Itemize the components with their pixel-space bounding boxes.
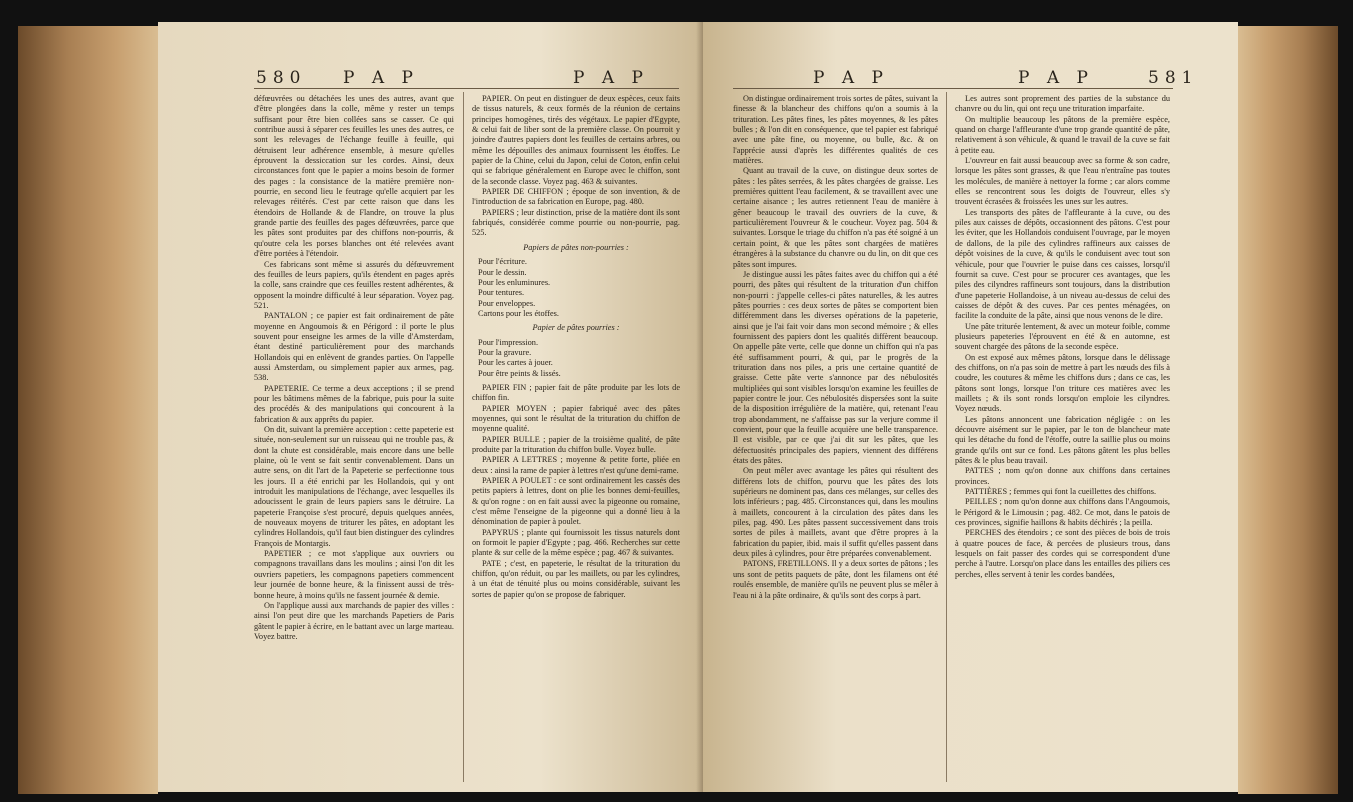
list-item: Pour le dessin.	[478, 267, 527, 277]
right-page-column-2	[955, 94, 1170, 580]
list-pourries	[478, 338, 680, 379]
header-rule-left	[254, 88, 679, 89]
running-head-left-col2: P A P	[573, 68, 649, 88]
running-head-right-col2: P A P	[1018, 68, 1094, 88]
column-2-entries-top	[472, 94, 680, 239]
paragraph: PAPIER DE CHIFFON ; époque de son invention, & de l'introduction de sa fabrication en Europe, pag. 480.	[472, 187, 680, 207]
paragraph: PEILLES ; nom qu'on donne aux chiffons dans l'Angoumois, le Périgord & le Limousin ; pag. 482. Ce mot, dans le patois de ces provinces, signifie haillons & habits déchirés ; la peilla.	[955, 497, 1170, 528]
paragraph: Les autres sont proprement des parties de la substance du chanvre ou du lin, qui ont reçu une trituration imparfaite.	[955, 94, 1170, 114]
paragraph: PAPIER A LETTRES ; moyenne & petite forte, pliée en deux : ainsi la rame de papier à lettres n'est qu'une demi-rame.	[472, 455, 680, 475]
list-title-non-pourries: Papiers de pâtes non-pourries :	[523, 242, 629, 252]
paragraph: PATE ; c'est, en papeterie, le résultat de la trituration du chiffon, qu'on réduit, ou par les maillets, ou par les cylindres, à un état de ténuité plus ou moins considérable, suivant les sortes de papier qu'on se propose de fabriquer.	[472, 558, 680, 599]
paragraph: On l'applique aussi aux marchands de papier des villes : ainsi l'on peut dire que les marchands Papetiers de Paris gâtent le papier à écrire, en le battant avec un large marteau. Voyez battre.	[254, 600, 454, 641]
page-number-right: 581	[1148, 68, 1199, 88]
list-item: Pour l'impression.	[478, 337, 539, 347]
paragraph: Une pâte triturée lentement, & avec un moteur foible, comme plusieurs papeteries l'éprouvent en été & en automne, est souvent chargée des pâtons de la seconde espèce.	[955, 321, 1170, 352]
list-non-pourries	[478, 257, 680, 319]
open-book	[18, 8, 1338, 798]
paragraph: PAPIER. On peut en distinguer de deux espèces, ceux faits de tissus naturels, & ceux formés de la réunion de certains principes homogènes, tirés des végétaux. Le papier d'Egypte, & celui fait de liber sont de la première classe. On pourroit y joindre d'autres papiers dont les feuilles de certains arbres, ou même les dépouilles des animaux fournissent les étoffes. Le papier de la Chine, celui du Japon, celui de Coton, enfin celui qui se fabrique généralement en Europe avec le chiffon, sont de la seconde classe. Voyez pag. 463 & suivantes.	[472, 94, 680, 186]
paragraph: Les transports des pâtes de l'affleurante à la cuve, ou des piles aux caisses de dépôts, occasionnent des pâtons. C'est pour les éviter, que les Hollandois conduisent l'ouvrage, par le moyen de dallons, de la pile des cylindres raffineurs aux caisses de dépôt voisines de la cuve, & qu'ils le conduisent avec tout son véhicule, pour que l'ouvrier le puise dans ces caisses, lorsqu'il fournit sa cuve. C'est pour se procurer ces avantages, que les piles des cilyndres raffineurs sont toujours, dans la distribution d'une papeterie Hollandoise, à un niveau au-dessus de celui des caisses de dépôt & des cuves. Par ces pentes ménagées, on facilite la conduite de la pâte, ainsi que nous venons de le dire.	[955, 207, 1170, 321]
column-divider-left	[463, 92, 464, 782]
paragraph: PANTALON ; ce papier est fait ordinairement de pâte moyenne en Angoumois & en Périgord : il porte le plus souvent pour enseigne les armes de la ville d'Amsterdam, étant destiné particulièrement pour des marchands Hollandois qui en enlèvent de grandes parties. On l'appelle aussi Amsterdam, ou simplement papier aux armes, pag. 538.	[254, 311, 454, 383]
paragraph: On est exposé aux mêmes pâtons, lorsque dans le délissage des chiffons, on n'a pas soin de mettre à part les nœuds des fils à coudre, les coutures & même les chiffons durs ; dans ce cas, les pâtons sont longs, lorsque l'on triture ces matières avec les maillets ; & ils sont ronds lorsqu'on emploie les cilyndres. Voyez nœuds.	[955, 352, 1170, 414]
paragraph: PAPETERIE. Ce terme a deux acceptions ; il se prend pour les bâtimens mêmes de la fabrique, puis pour la suite des procédés & des manipulations qui concourent à la fabrication & aux apprêts du papier.	[254, 383, 454, 424]
page-edges-right	[1238, 26, 1338, 794]
list-item: Pour être peints & lissés.	[478, 368, 561, 378]
paragraph: PERCHES des étendoirs ; ce sont des pièces de bois de trois à quatre pouces de face, & percées de plusieurs trous, dans lesquels on fait passer des cordes qui se correspondent d'une perche à l'autre. Lorsqu'on place dans les entailles des piliers ces perches, elles servent à tenir les cordes bandées,	[955, 528, 1170, 579]
list-title-pourries: Papier de pâtes pourries :	[532, 323, 620, 333]
right-page	[703, 22, 1238, 792]
paragraph: PAPYRUS ; plante qui fournissoit les tissus naturels dont on formoit le papier d'Egypte ; pag. 466. Recherches sur cette plante & sur celle de la même espèce ; pag. 467 & suivantes.	[472, 527, 680, 558]
paragraph: Quant au travail de la cuve, on distingue deux sortes de pâtes : les pâtes serrées, & les pâtes chargées de graisse. Les premières quittent l'eau facilement, & se travaillent avec une certaine aisance ; les autres retiennent l'eau de manière à gêner beaucoup le travail des ouvriers de la cuve, & particulièrement l'ouvreur & le coucheur. Voyez pag. 504 & suivantes. Lorsque le triage du chiffon n'a pas été soigné à un certain point, & que les pâtes sont chargées de matières étrangères à la substance du chanvre ou du lin, on dit que ces pâtes sont impures.	[733, 166, 938, 269]
paragraph: PAPIERS ; leur distinction, prise de la matière dont ils sont fabriqués, considérée comme pourrie ou non-pourrie, pag. 525.	[472, 207, 680, 238]
paragraph: PATTES ; nom qu'on donne aux chiffons dans certaines provinces.	[955, 466, 1170, 486]
right-page-column-1	[733, 94, 938, 601]
list-item: Pour les enluminures.	[478, 277, 551, 287]
paragraph: PAPETIER ; ce mot s'applique aux ouvriers ou compagnons travaillans dans les moulins ; ainsi l'on dit les ouvriers papetiers, les compagnons papetiers commencent leur journée de bonne heure, & la finissent aussi de très-bonne heure, à moins qu'ils ne fassent journée & demie.	[254, 549, 454, 600]
running-head-left-col1: P A P	[343, 68, 419, 88]
paragraph: PAPIER A POULET : ce sont ordinairement les cassés des petits papiers à lettres, dont on plie les bonnes demi-feuilles, & qu'on rogne : on en fait aussi avec la pigeonne ou romaine, c'est même l'enseigne de la pigeonne qui a donné lieu à la dénomination de papier à poulet.	[472, 476, 680, 527]
paragraph: L'ouvreur en fait aussi beaucoup avec sa forme & son cadre, lorsque les pâtes sont grasses, & que l'eau n'entraîne pas toutes les molécules, de manière à nettoyer la forme ; car alors comme elles se rencontrent sous les doigts de l'ouvreur, elles s'y trouvent écrasées & froissées les unes sur les autres.	[955, 156, 1170, 207]
list-item: Cartons pour les étoffes.	[478, 308, 559, 318]
list-item: Pour la gravure.	[478, 347, 532, 357]
paragraph: PATTIÈRES ; femmes qui font la cueillettes des chiffons.	[965, 487, 1157, 497]
column-2-entries-bottom	[472, 383, 680, 600]
paragraph: PATONS, FRETILLONS. Il y a deux sortes de pâtons ; les uns sont de petits paquets de pâte, dont les filamens ont été roulés ensemble, de manière qu'ils ne peuvent plus se mêler à l'eau ni à la pâte ordinaire, & qu'ils sont des corps à part.	[733, 559, 938, 600]
paragraph: PAPIER FIN ; papier fait de pâte produite par les lots de chiffon fin.	[472, 382, 680, 403]
page-edges-left	[18, 26, 158, 794]
left-page-column-1	[254, 94, 454, 642]
page-number-left: 580	[256, 68, 307, 88]
paragraph: Je distingue aussi les pâtes faites avec du chiffon qui a été pourri, des pâtes qui résultent de la trituration d'un chiffon non-pourri : j'appelle celles-ci pâtes naturelles, & les autres pâtes pourries : ces deux sortes de pâtes se comportent bien différemment dans les diverses opérations de la papeterie, ainsi que je l'ai fait voir dans mon second mémoire ; & elles fournissent des papiers dont les qualités diffèrent beaucoup. On appelle pâte verte, celle que donne un chiffon qui n'a pas été suffisamment pourri, & qui, par le progrès de la trituration dans nos piles, a pris une certaine quantité de graisse. Cette pâte verte s'annonce par des nébulosités multipliées qui sont visibles lorsqu'on examine les feuilles de papier contre le jour. Ces nébulosités dispersées sont la suite de la disposition irrégulière de la matière, qui, retenant l'eau trop abondamment, ne s'affaisse pas sur la verjure comme il convient, pour que la feuille acquière une belle transparence. Il est visible, par ce que j'ai dit sur les pâtes, que les défectuosités principales des papiers, viennent des différens états des pâtes.	[733, 269, 938, 466]
list-item: Pour l'écriture.	[478, 257, 527, 267]
header-rule-right	[733, 88, 1173, 89]
paragraph: Ces fabricans sont même si assurés du défœuvrement des feuilles de leurs papiers, qu'ils étendent en pages après la colle, sans craindre que ces feuilles restent adhérentes, & opposent la moindre difficulté à leur séparation. Voyez pag. 521.	[254, 259, 454, 310]
paragraph: Les pâtons annoncent une fabrication négligée : on les découvre aisément sur le papier, par le ton de blancheur mate qui les détache du fond de l'étoffe, outre la saillie plus ou moins grande qu'ils ont sur ce fond. Les pâtons gâtent les plus belles pâtes & le plus beau travail.	[955, 414, 1170, 466]
list-item: Pour tentures.	[478, 288, 525, 298]
paragraph: PAPIER MOYEN ; papier fabriqué avec des pâtes moyennes, qui sont le résultat de la trituration du chiffon de moyenne qualité.	[472, 403, 680, 434]
left-page	[158, 22, 703, 792]
column-divider-right	[946, 92, 947, 782]
paragraph: On peut mêler avec avantage les pâtes qui résultent des différens lots de chiffon, pourvu que les pâtes des lots supérieurs ne dominent pas, dans ces mélanges, sur celles des lots inférieurs ; pag. 485. Circonstances qui, dans les moulins à maillets, concourent à la circulation des pâtes dans les piles, pag. 490. Les pâtes passent successivement dans trois sortes de piles à maillets, avant que d'être propres à la fabrication du papier, ibid. mais il suffit qu'elles passent dans deux piles à cylindres, pour être préparées convenablement.	[733, 466, 938, 559]
paragraph: On multiplie beaucoup les pâtons de la première espèce, quand on charge l'affleurante d'une trop grande quantité de pâte, relativement à son véhicule, & quand le travail de la cuve se fait à petite eau.	[955, 114, 1170, 155]
paragraph: défœuvrées ou détachées les unes des autres, avant que d'être plongées dans la colle, même y rester un temps suffisant pour être bien collées sans se casser. Ce qui contribue aussi à séparer ces feuilles les unes des autres, ce sont les relevages de l'échange feuille à feuille, qui détruisent leur adhérence ensemble, à mesure qu'elles éprouvent la dessiccation sur les cordes. Ainsi, deux circonstances font que le papier a moins besoin de former des pages : la consistance de la matière première non-pourrie, en second lieu le feutrage qu'elle acquiert par les relevages réitérés. C'est par cette raison que dans les étendoirs de Hollande & de Flandre, on trouve la plus grande partie des feuilles des pages défœuvrées, parce que les pâtes sont produites par des chiffons non-pourris, & qu'outre cela les porses blanches ont été relevées avant d'être portées à l'étendoir.	[254, 94, 454, 259]
paragraph: PAPIER BULLE ; papier de la troisième qualité, de pâte produite par la trituration du chiffon bulle. Voyez bulle.	[472, 434, 680, 454]
list-item: Pour les cartes à jouer.	[478, 358, 553, 368]
paragraph: On dit, suivant la première acception : cette papeterie est située, non-seulement sur un ruisseau qui ne trouble pas, & dont la chute est considérable, mais encore dans une belle plaine, où le vent se fait sentir convenablement. Dans un autre sens, on dit l'art de la Papeterie se perfectionne tous les jours. Il a été enrichi par les Hollandois, qui y ont introduit les manipulations de l'échange, avec lesquelles ils adoucissent le grain de leurs papiers sans le détruire. La papeterie Françoise s'est procuré, depuis quelques années, de nouveaux moyens de triturer les pâtes, en adoptant les cylindres Hollandois, qu'il faut bien distinguer des cylindres François de Montargis.	[254, 425, 454, 548]
left-page-column-2	[472, 94, 680, 600]
list-item: Pour enveloppes.	[478, 298, 536, 308]
paragraph: On distingue ordinairement trois sortes de pâtes, suivant la finesse & la blancheur des chiffons qu'on a soumis à la trituration. Les pâtes fines, les pâtes moyennes, & les pâtes bulles ; & l'on dit en conséquence, que tel papier est fabriqué avec une pâte fine, ou moyenne, ou bulle, &c. & on l'apprécie aussi d'après les différentes qualités de ces matières.	[733, 94, 938, 166]
running-head-right-col1: P A P	[813, 68, 889, 88]
